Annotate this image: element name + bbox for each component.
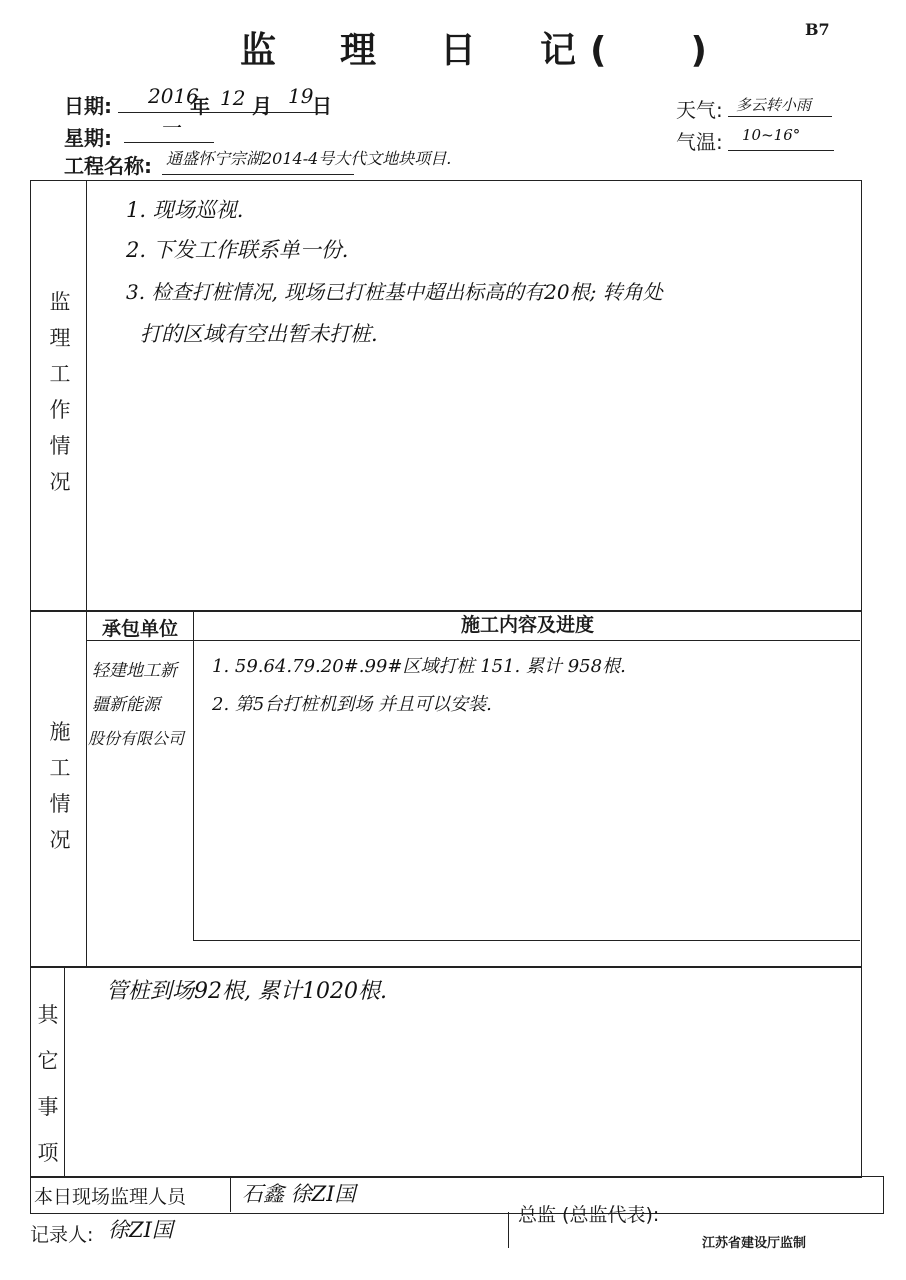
temp-underline (728, 150, 834, 151)
date-label: 日期: (64, 94, 112, 118)
weekday-value: 一 (160, 116, 180, 140)
project-label: 工程名称: (64, 154, 152, 178)
staff-divider (230, 1176, 231, 1212)
recorder-divider (508, 1212, 509, 1248)
form-title: 监 理 日 记( ) (240, 30, 721, 71)
contractor-divider (193, 610, 194, 940)
staff-label: 本日现场监理人员 (34, 1186, 187, 1208)
date-month: 12 (220, 86, 246, 110)
recorder-value: 徐ZI国 (108, 1218, 173, 1242)
content-line-1: 1. 59.64.79.20#.99#区域打桩 151. 累计 958根. (212, 656, 626, 677)
weekday-label: 星期: (64, 126, 112, 150)
weather-underline (728, 116, 832, 117)
temp-label: 气温: (676, 130, 723, 154)
project-underline (162, 174, 354, 175)
year-unit: 年 (190, 94, 210, 118)
staff-value: 石鑫 徐ZI国 (242, 1182, 356, 1206)
recorder-label: 记录人: (30, 1224, 94, 1246)
form-code: B7 (805, 20, 830, 39)
supervision-divider (86, 180, 87, 610)
form-table (30, 180, 886, 1248)
content-line-2: 2. 第5台打桩机到场 并且可以安装. (212, 694, 492, 715)
date-year: 2016 (148, 84, 199, 108)
temp-value: 10~16° (742, 126, 801, 144)
other-label: 其 它 事 项 (37, 1003, 59, 1165)
project-value: 通盛怀宁宗湖2014-4号大代文地块项目. (166, 149, 452, 168)
chief-label: 总监 (总监代表): (518, 1204, 660, 1226)
content-header: 施工内容及进度 (460, 614, 594, 636)
supervision-line-4: 打的区域有空出暂未打桩. (140, 322, 378, 346)
supervision-line-1: 1. 现场巡视. (126, 198, 244, 222)
weather-label: 天气: (676, 98, 723, 122)
contractor-line-3: 股份有限公司 (88, 729, 185, 748)
contractor-line-1: 轻建地工新 (92, 661, 177, 681)
date-day: 19 (288, 84, 314, 108)
weekday-underline (124, 142, 214, 143)
day-unit: 日 (312, 94, 332, 118)
contractor-header: 承包单位 (101, 618, 178, 640)
month-unit: 月 (252, 94, 272, 118)
construction-divider (86, 610, 87, 966)
construction-bottom-line (193, 940, 860, 941)
other-line-1: 管桩到场92根, 累计1020根. (106, 979, 387, 1004)
contractor-line-2: 疆新能源 (92, 695, 160, 715)
supervision-line-3: 3. 检查打桩情况, 现场已打桩基中超出标高的有20根; 转角处 (126, 280, 663, 304)
supervision-label: 监 理 工 作 情 况 (49, 290, 71, 494)
supervision-line-2: 2. 下发工作联系单一份. (126, 238, 349, 262)
construction-label: 施 工 情 况 (49, 720, 71, 852)
date-underline (118, 112, 328, 113)
construction-header-line (86, 640, 860, 641)
weather-value: 多云转小雨 (736, 96, 812, 114)
issuer-note: 江苏省建设厅监制 (702, 1236, 807, 1251)
